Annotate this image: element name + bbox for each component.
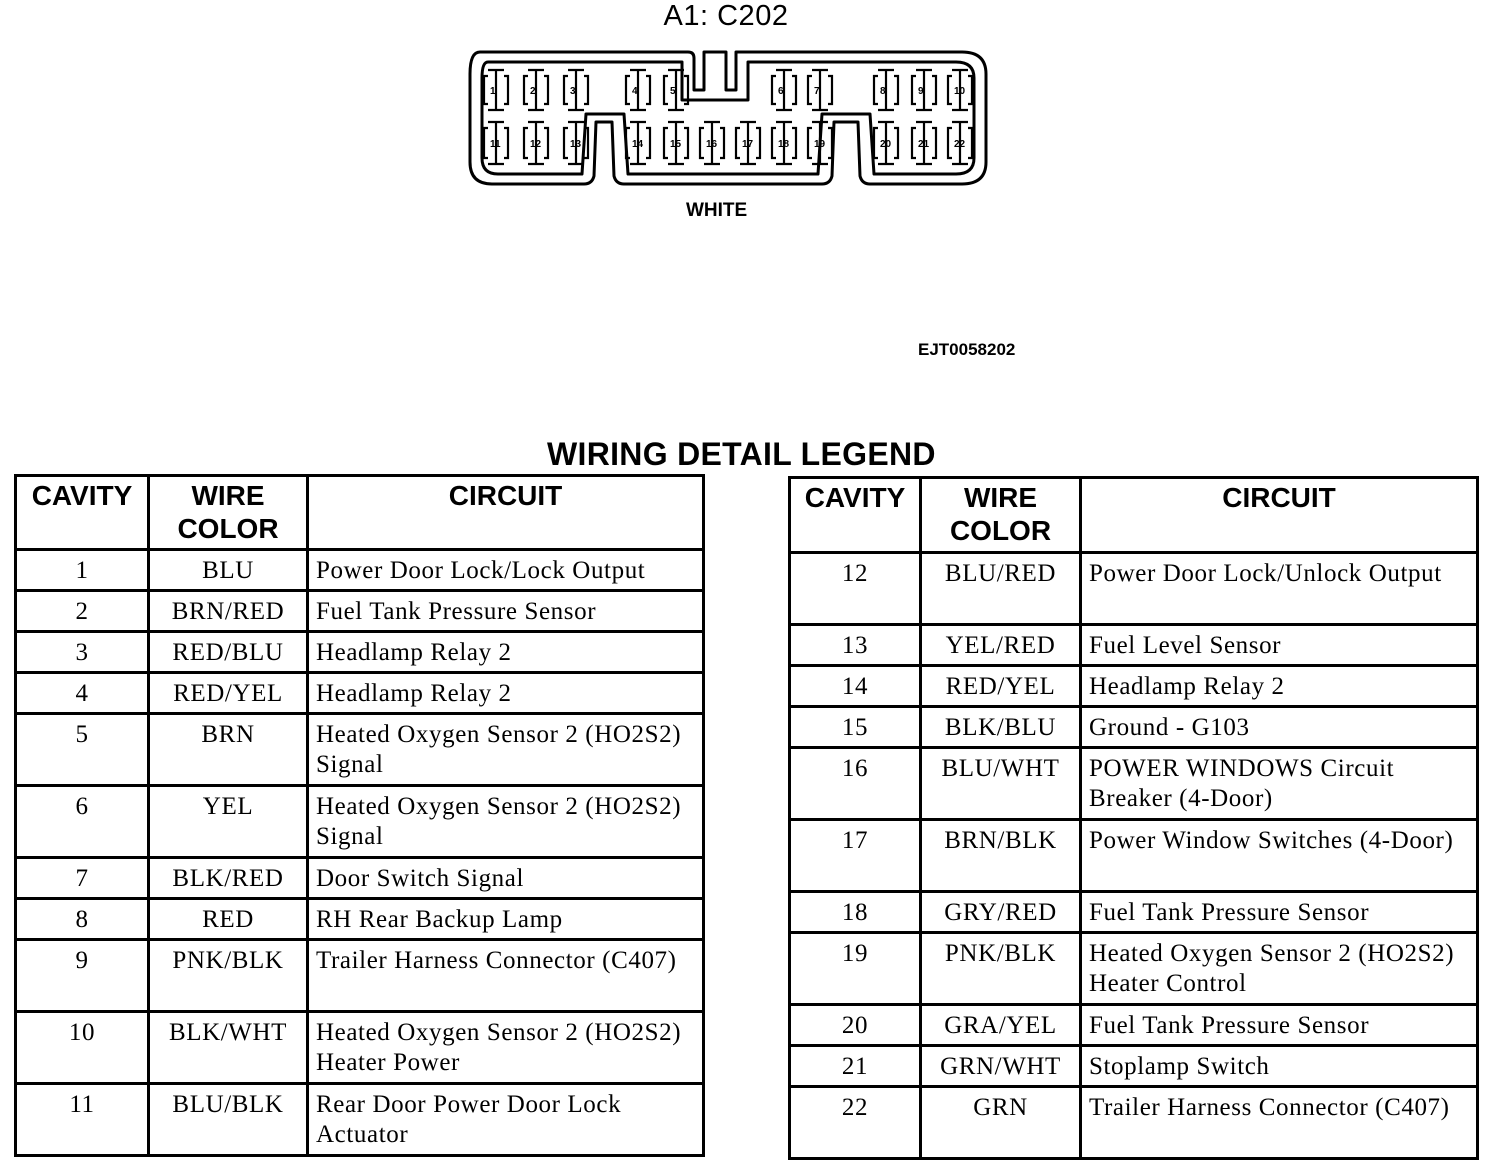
table-row <box>790 892 1478 933</box>
table-row <box>790 1087 1478 1159</box>
wire-color-cell: RED/YEL <box>149 673 308 714</box>
table-row <box>16 1012 704 1084</box>
connector-shell-outer <box>470 52 986 184</box>
circuit-cell: Power Door Lock/Lock Output <box>308 550 704 591</box>
table-row <box>790 1046 1478 1087</box>
wire-color-cell: BLU/RED <box>921 553 1081 625</box>
table-row <box>16 591 704 632</box>
cavity-number-label: 21 <box>918 139 930 150</box>
wire-color-cell: PNK/BLK <box>921 933 1081 1005</box>
wire-color-cell: BLU <box>149 550 308 591</box>
wire-color-cell: GRN <box>921 1087 1081 1159</box>
cavity-number-label: 22 <box>954 139 966 150</box>
cavity-cell: 21 <box>790 1046 921 1087</box>
cavity-number-label: 20 <box>880 139 892 150</box>
cavity-terminal-1 <box>484 70 508 110</box>
cavity-cell: 8 <box>16 899 149 940</box>
cavity-cell: 18 <box>790 892 921 933</box>
circuit-cell: POWER WINDOWS Circuit Breaker (4-Door) <box>1081 748 1478 820</box>
table-row <box>16 1084 704 1156</box>
connector-color-label: WHITE <box>686 200 748 221</box>
wire-color-cell: BRN <box>149 714 308 786</box>
circuit-cell: Fuel Tank Pressure Sensor <box>1081 1005 1478 1046</box>
cavity-number-label: 15 <box>670 139 682 150</box>
cavity-number-label: 4 <box>632 86 638 97</box>
circuit-cell: RH Rear Backup Lamp <box>308 899 704 940</box>
circuit-cell: Heated Oxygen Sensor 2 (HO2S2) Heater Power <box>308 1012 704 1084</box>
cavity-number-label: 2 <box>530 86 536 97</box>
wire-color-cell: BLU/WHT <box>921 748 1081 820</box>
cavity-number-label: 12 <box>530 139 542 150</box>
cavity-terminal-8 <box>874 70 898 110</box>
wire-color-cell: BLK/BLU <box>921 707 1081 748</box>
cavity-cell: 1 <box>16 550 149 591</box>
table-row <box>16 714 704 786</box>
table-row <box>790 748 1478 820</box>
circuit-cell: Heated Oxygen Sensor 2 (HO2S2) Heater Control <box>1081 933 1478 1005</box>
wire-color-cell: GRY/RED <box>921 892 1081 933</box>
circuit-cell: Rear Door Power Door Lock Actuator <box>308 1084 704 1156</box>
cavity-number-label: 3 <box>570 86 576 97</box>
cavity-cell: 6 <box>16 786 149 858</box>
cavity-number-label: 7 <box>814 86 820 97</box>
cavity-terminal-2 <box>524 70 548 110</box>
wire-color-cell: BLU/BLK <box>149 1084 308 1156</box>
circuit-cell: Power Window Switches (4-Door) <box>1081 820 1478 892</box>
wire-color-cell: BLK/WHT <box>149 1012 308 1084</box>
wire-color-cell: RED <box>149 899 308 940</box>
table-row <box>790 625 1478 666</box>
cavity-number-label: 17 <box>742 139 754 150</box>
cavity-cell: 4 <box>16 673 149 714</box>
wiring-legend-table-left <box>14 474 705 1157</box>
cavity-cell: 20 <box>790 1005 921 1046</box>
circuit-cell: Door Switch Signal <box>308 858 704 899</box>
cavity-cell: 9 <box>16 940 149 1012</box>
cavity-cell: 14 <box>790 666 921 707</box>
table-row <box>16 673 704 714</box>
cavity-number-label: 19 <box>814 139 826 150</box>
table-row <box>790 933 1478 1005</box>
connector-shell-inner <box>482 62 974 174</box>
cavity-cell: 19 <box>790 933 921 1005</box>
wire-color-cell: GRA/YEL <box>921 1005 1081 1046</box>
cavity-number-label: 14 <box>632 139 644 150</box>
cavity-cell: 5 <box>16 714 149 786</box>
cavity-number-label: 13 <box>570 139 582 150</box>
cavity-terminal-5 <box>664 70 688 110</box>
cavity-terminal-4 <box>626 70 650 110</box>
cavity-cell: 22 <box>790 1087 921 1159</box>
cavity-cell: 7 <box>16 858 149 899</box>
cavity-number-label: 18 <box>778 139 790 150</box>
diagram-reference-id: EJT0058202 <box>918 340 1016 359</box>
table-row <box>16 786 704 858</box>
table-row <box>790 1005 1478 1046</box>
table-row <box>790 820 1478 892</box>
table-row <box>790 707 1478 748</box>
circuit-cell: Stoplamp Switch <box>1081 1046 1478 1087</box>
wire-color-cell: BRN/BLK <box>921 820 1081 892</box>
cavity-number-label: 16 <box>706 139 718 150</box>
table-row <box>16 632 704 673</box>
cavity-terminal-9 <box>912 70 936 110</box>
wire-color-cell: BLK/RED <box>149 858 308 899</box>
connector-title <box>0 0 1504 33</box>
cavity-number-label: 8 <box>880 86 886 97</box>
cavity-number-label: 1 <box>490 86 496 97</box>
circuit-cell: Fuel Tank Pressure Sensor <box>308 591 704 632</box>
wire-color-cell: GRN/WHT <box>921 1046 1081 1087</box>
table-row <box>790 666 1478 707</box>
header-cavity: CAVITY <box>16 476 149 550</box>
circuit-cell: Headlamp Relay 2 <box>1081 666 1478 707</box>
table-row <box>16 550 704 591</box>
circuit-cell: Fuel Tank Pressure Sensor <box>1081 892 1478 933</box>
cavity-number-label: 9 <box>918 86 924 97</box>
cavity-cell: 2 <box>16 591 149 632</box>
header-circuit: CIRCUIT <box>308 476 704 550</box>
table-row <box>790 553 1478 625</box>
circuit-cell: Heated Oxygen Sensor 2 (HO2S2) Signal <box>308 786 704 858</box>
wiring-legend-table-right <box>788 476 1479 1160</box>
cavity-cell: 13 <box>790 625 921 666</box>
cavity-cell: 11 <box>16 1084 149 1156</box>
cavity-cell: 12 <box>790 553 921 625</box>
connector-face-diagram <box>462 44 994 190</box>
circuit-cell: Fuel Level Sensor <box>1081 625 1478 666</box>
cavity-cell: 16 <box>790 748 921 820</box>
header-wire-color: WIRE COLOR <box>149 476 308 550</box>
wire-color-cell: PNK/BLK <box>149 940 308 1012</box>
cavity-number-label: 6 <box>778 86 784 97</box>
header-circuit: CIRCUIT <box>1081 478 1478 553</box>
table-row <box>16 940 704 1012</box>
circuit-cell: Headlamp Relay 2 <box>308 673 704 714</box>
header-cavity: CAVITY <box>790 478 921 553</box>
cavity-terminal-7 <box>808 70 832 110</box>
wire-color-cell: RED/YEL <box>921 666 1081 707</box>
cavity-terminal-3 <box>564 70 588 110</box>
circuit-cell: Heated Oxygen Sensor 2 (HO2S2) Signal <box>308 714 704 786</box>
cavity-cell: 3 <box>16 632 149 673</box>
circuit-cell: Trailer Harness Connector (C407) <box>1081 1087 1478 1159</box>
legend-title: WIRING DETAIL LEGEND <box>547 436 936 472</box>
table-row <box>16 899 704 940</box>
header-wire-color: WIRE COLOR <box>921 478 1081 553</box>
circuit-cell: Ground - G103 <box>1081 707 1478 748</box>
cavity-number-label: 11 <box>490 139 501 150</box>
cavity-number-label: 5 <box>670 86 676 97</box>
wire-color-cell: RED/BLU <box>149 632 308 673</box>
wire-color-cell: BRN/RED <box>149 591 308 632</box>
connector-title-text: A1: C202 <box>663 0 789 32</box>
circuit-cell: Trailer Harness Connector (C407) <box>308 940 704 1012</box>
cavity-cell: 10 <box>16 1012 149 1084</box>
cavity-cell: 17 <box>790 820 921 892</box>
wire-color-cell: YEL/RED <box>921 625 1081 666</box>
cavity-cell: 15 <box>790 707 921 748</box>
wire-color-cell: YEL <box>149 786 308 858</box>
table-row <box>16 858 704 899</box>
cavity-number-label: 10 <box>954 86 966 97</box>
circuit-cell: Headlamp Relay 2 <box>308 632 704 673</box>
cavity-terminal-6 <box>772 70 796 110</box>
circuit-cell: Power Door Lock/Unlock Output <box>1081 553 1478 625</box>
